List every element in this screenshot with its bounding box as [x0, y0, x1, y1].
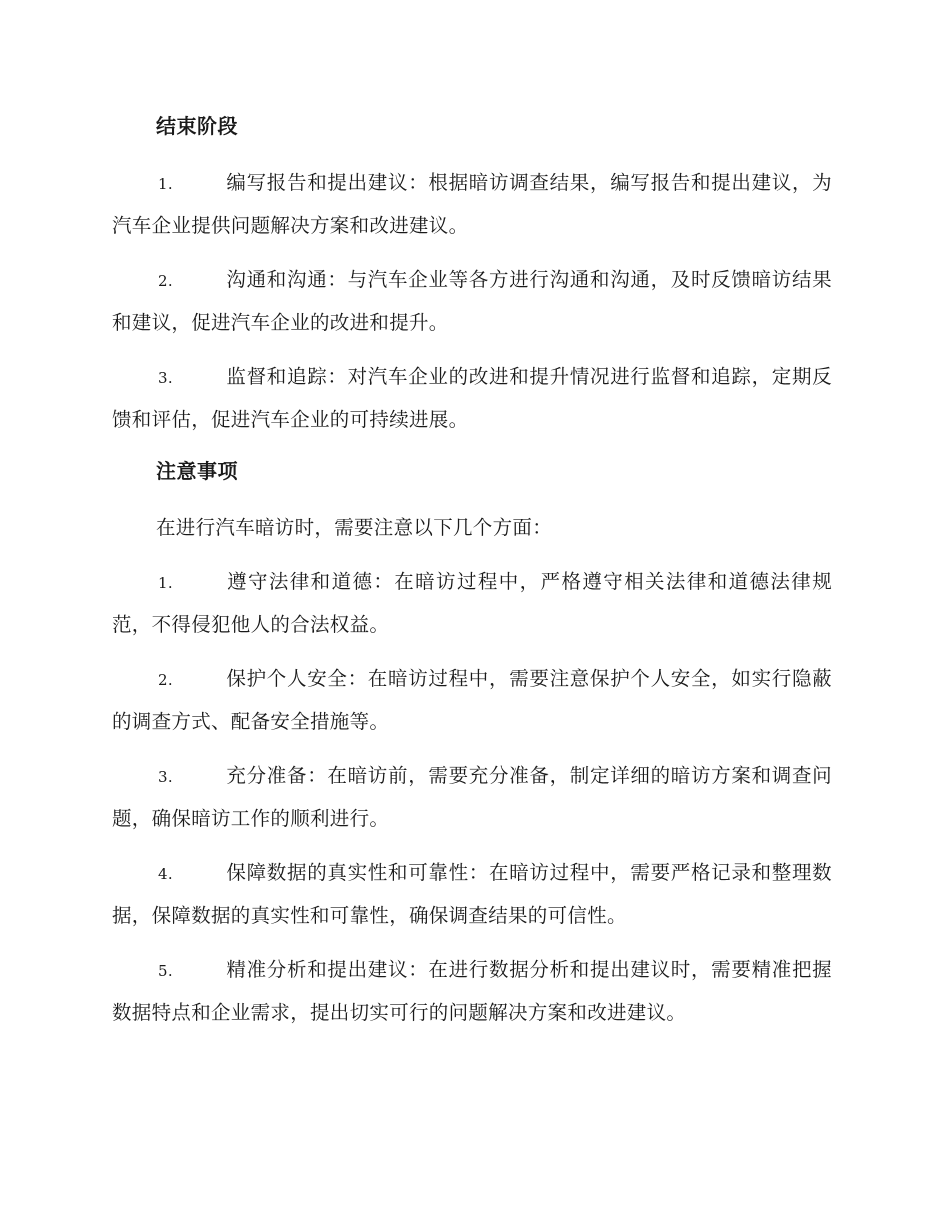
- list-text: 保护个人安全：在暗访过程中，需要注意保护个人安全，如实行隐蔽的调查方式、配备安全措施等。: [112, 667, 832, 733]
- list-item: [112, 949, 832, 1034]
- section-heading-notes: 注意事项: [156, 459, 238, 483]
- list-text: 监督和追踪：对汽车企业的改进和提升情况进行监督和追踪，定期反馈和评估，促进汽车企业的可持续进展。: [112, 365, 832, 431]
- list-number: 1.: [158, 175, 173, 193]
- list-item: [112, 658, 832, 743]
- list-text: 沟通和沟通：与汽车企业等各方进行沟通和沟通，及时反馈暗访结果和建议，促进汽车企业的改进和提升。: [112, 268, 832, 334]
- list-text: 充分准备：在暗访前，需要充分准备，制定详细的暗访方案和调查问题，确保暗访工作的顺利进行。: [112, 764, 832, 830]
- list-item: [112, 852, 832, 937]
- list-item: [112, 561, 832, 646]
- document-content: [112, 108, 832, 1046]
- list-item: [112, 755, 832, 840]
- list-item: [112, 259, 832, 344]
- list-number: 3.: [158, 768, 173, 786]
- list-item: [112, 162, 832, 247]
- list-number: 2.: [158, 272, 173, 290]
- section-heading-closing-stage: 结束阶段: [156, 114, 238, 138]
- list-text: 遵守法律和道德：在暗访过程中，严格遵守相关法律和道德法律规范，不得侵犯他人的合法权益。: [112, 570, 832, 636]
- list-number: 1.: [158, 574, 173, 592]
- intro-paragraph: 在进行汽车暗访时，需要注意以下几个方面：: [156, 516, 553, 539]
- list-text: 精准分析和提出建议：在进行数据分析和提出建议时，需要精准把握数据特点和企业需求，提出切实可行的问题解决方案和改进建议。: [112, 958, 832, 1024]
- list-text: 编写报告和提出建议：根据暗访调查结果，编写报告和提出建议，为汽车企业提供问题解决方案和改进建议。: [112, 171, 832, 237]
- list-number: 4.: [158, 865, 173, 883]
- list-text: 保障数据的真实性和可靠性：在暗访过程中，需要严格记录和整理数据，保障数据的真实性和可靠性，确保调查结果的可信性。: [112, 861, 832, 927]
- list-number: 2.: [158, 671, 173, 689]
- list-number: 5.: [158, 962, 173, 980]
- list-number: 3.: [158, 369, 173, 387]
- list-item: [112, 356, 832, 441]
